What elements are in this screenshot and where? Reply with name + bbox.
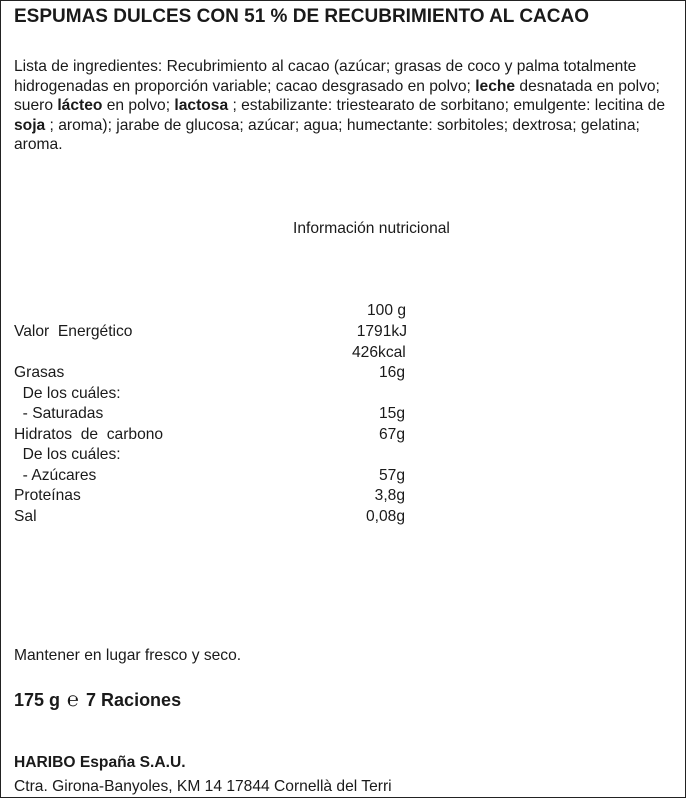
storage-instructions: Mantener en lugar fresco y seco. [14,647,242,664]
nutrition-value: 16g [378,364,405,381]
ingredients-text-2: desnatada en polvo; suero [14,77,660,115]
nutrition-label: De los cuáles: [14,384,121,402]
allergen-lacteo: lácteo [57,97,103,115]
net-weight [14,689,181,712]
allergen-leche: leche [475,77,516,95]
nutrition-label: Valor Energético [14,323,133,340]
ingredients-text-3: en polvo; [102,97,175,115]
nutrition-value: 15g [378,405,405,422]
nutrition-heading: Información nutricional [293,220,450,237]
nutrition-label: Sal [14,507,37,525]
nutrition-label: - Saturadas [14,405,104,422]
nutrition-value: 3,8g [374,487,405,504]
company-name: HARIBO España S.A.U. [14,754,186,771]
nutrition-value: 57g [378,466,405,484]
nutrition-value: 0,08g [365,507,405,525]
nutrition-label: De los cuáles: [14,446,121,463]
company-address: Ctra. Girona-Banyoles, KM 14 17844 Cornellà del Terri [14,778,392,795]
nutrition-label: Hidratos de carbono [14,425,164,443]
allergen-soja: soja [14,116,46,134]
nutrition-value: 1791kJ [356,323,407,340]
ingredients-text-1: Lista de ingredientes: Recubrimiento al cacao (azúcar; grasas de coco y palma totalmente hidrogenadas en proporción variable; cacao desgrasado en polvo; [14,58,637,95]
ingredients-text-4: ; estabilizante: triestearato de sorbitano; emulgente: lecitina de [228,97,666,115]
nutrition-per-100g: 100 g [367,302,407,319]
nutrition-value: 67g [378,425,405,443]
nutrition-label: - Azúcares [14,466,97,484]
portions: 7 Raciones [86,690,182,710]
nutrition-value: 426kcal [352,343,406,361]
estimated-sign-icon: ℮ [67,689,80,711]
product-title: ESPUMAS DULCES CON 51 % DE RECUBRIMIENTO AL CACAO [14,6,589,27]
nutrition-label: Proteínas [14,487,81,504]
allergen-lactosa: lactosa [174,97,229,115]
weight-amount: 175 g [14,690,61,710]
ingredients-list [14,57,678,155]
nutrition-label: Grasas [14,364,65,381]
ingredients-text-5: ; aroma); jarabe de glucosa; azúcar; agua; humectante: sorbitoles; dextrosa; gelatina; aroma. [14,116,640,154]
